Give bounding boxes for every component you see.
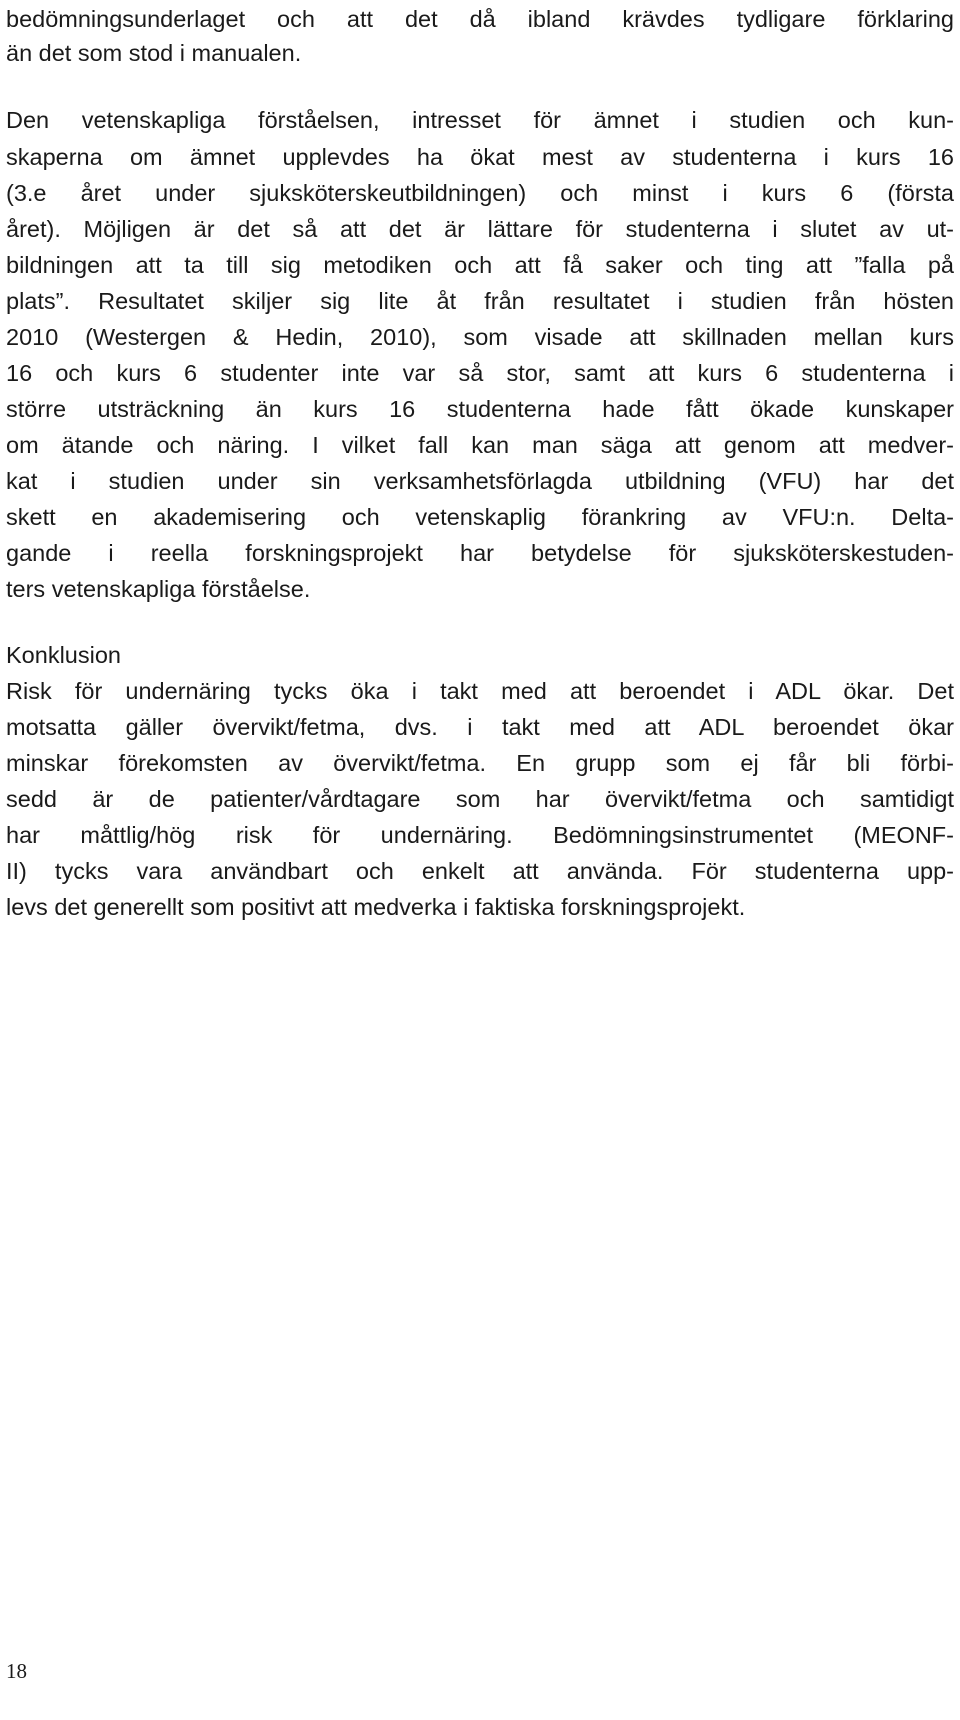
text-line: kat i studien under sin verksamhetsförlagda utbildning (VFU) har det (6, 468, 954, 494)
text-line: motsatta gäller övervikt/fetma, dvs. i takt med att ADL beroendet ökar (6, 714, 954, 740)
text-line: Risk för undernäring tycks öka i takt med att beroendet i ADL ökar. Det (6, 678, 954, 704)
text-line: (3.e året under sjuksköterskeutbildningen) och minst i kurs 6 (första (6, 180, 954, 206)
text-line: året). Möjligen är det så att det är lättare för studenterna i slutet av ut- (6, 216, 954, 242)
text-line: ters vetenskapliga förståelse. (6, 576, 311, 602)
text-line: skett en akademisering och vetenskaplig förankring av VFU:n. Delta- (6, 504, 954, 530)
text-line: levs det generellt som positivt att medverka i faktiska forskningsprojekt. (6, 894, 746, 920)
text-line: om ätande och näring. I vilket fall kan man säga att genom att medver- (6, 432, 954, 458)
text-line: har måttlig/hög risk för undernäring. Bedömningsinstrumentet (MEONF- (6, 822, 954, 848)
text-line: bedömningsunderlaget och att det då ibland krävdes tydligare förklaring (6, 6, 954, 32)
text-line: 16 och kurs 6 studenter inte var så stor, samt att kurs 6 studenterna i (6, 360, 954, 386)
text-line: större utsträckning än kurs 16 studenterna hade fått ökade kunskaper (6, 396, 954, 422)
text-line: bildningen att ta till sig metodiken och att få saker och ting att ”falla på (6, 252, 954, 278)
text-line: minskar förekomsten av övervikt/fetma. En grupp som ej får bli förbi- (6, 750, 954, 776)
text-line: sedd är de patienter/vårdtagare som har övervikt/fetma och samtidigt (6, 786, 954, 812)
text-line: än det som stod i manualen. (6, 40, 302, 66)
section-heading: Konklusion (6, 642, 121, 668)
text-line: gande i reella forskningsprojekt har betydelse för sjuksköterskestuden- (6, 540, 954, 566)
page-number: 18 (6, 1659, 27, 1683)
text-line: skaperna om ämnet upplevdes ha ökat mest av studenterna i kurs 16 (6, 144, 954, 170)
text-line: II) tycks vara användbart och enkelt att använda. För studenterna upp- (6, 858, 954, 884)
text-line: plats”. Resultatet skiljer sig lite åt från resultatet i studien från hösten (6, 288, 954, 314)
text-line: Den vetenskapliga förståelsen, intresset för ämnet i studien och kun- (6, 107, 954, 133)
text-line: 2010 (Westergen & Hedin, 2010), som visade att skillnaden mellan kurs (6, 324, 954, 350)
